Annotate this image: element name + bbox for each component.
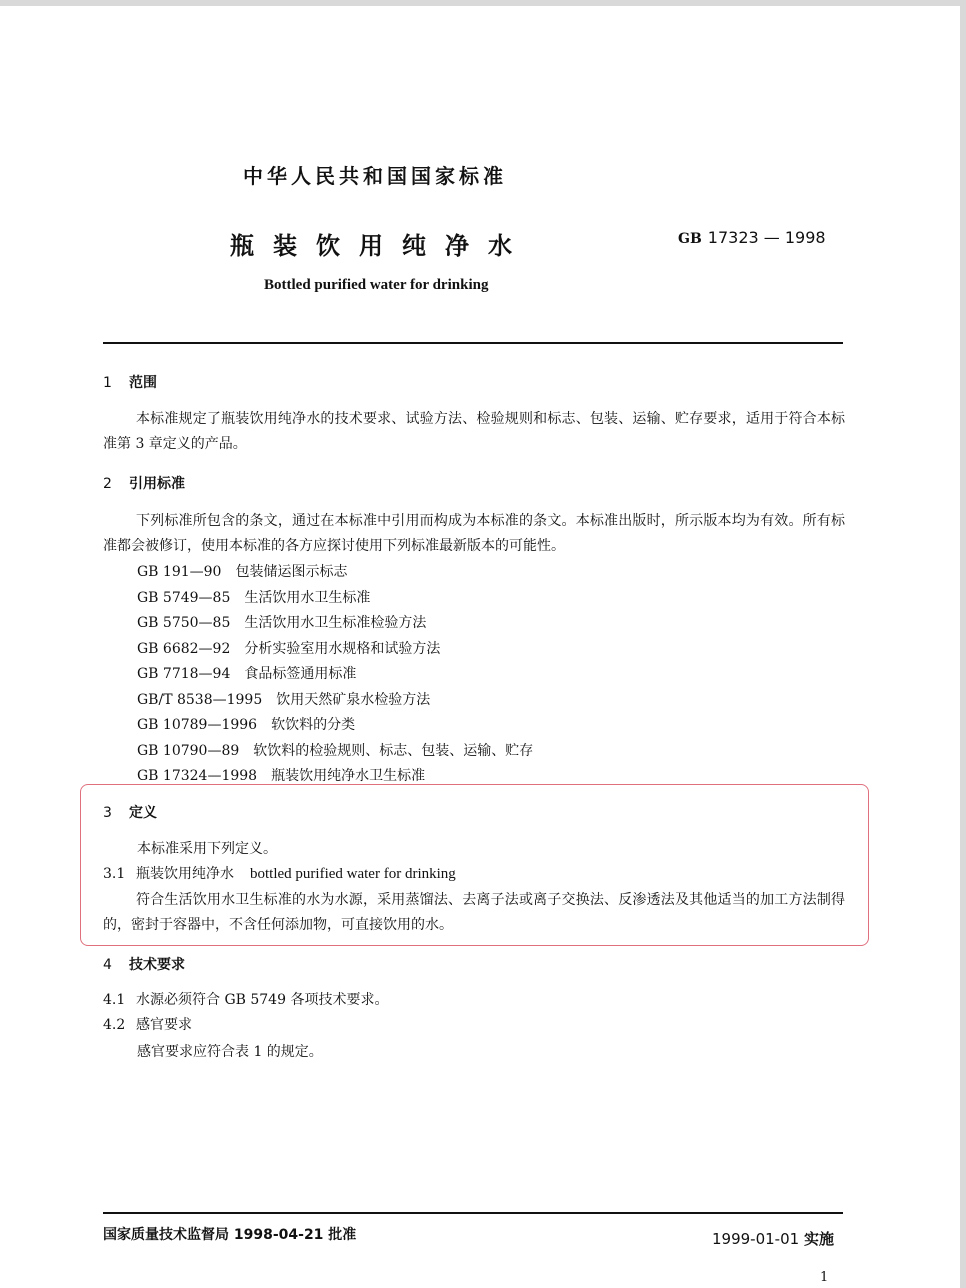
reference-code: GB 10789—1996 (137, 717, 258, 733)
reference-item (137, 611, 533, 637)
standard-prefix: GB (678, 231, 702, 247)
reference-code: GB 5749—85 (137, 589, 231, 606)
section-2-heading (103, 473, 185, 493)
section-title: 范围 (129, 375, 157, 391)
section-1-heading (103, 372, 157, 392)
reference-title: 生活饮用水卫生标准 (244, 589, 371, 606)
reference-item (137, 560, 533, 586)
reference-title: 软饮料的检验规则、标志、包装、运输、贮存 (253, 742, 534, 759)
reference-code: GB 10790—89 (137, 742, 240, 759)
reference-title: 包装储运图示标志 (235, 564, 348, 580)
section-2-body: 下列标准所包含的条文，通过在本标准中引用而构成为本标准的条文。本标准出版时，所示版本均为有效。所有标准都会被修订，使用本标准的各方应探讨使用下列标准最新版本的可能性。 (103, 513, 845, 554)
section-title: 定义 (129, 805, 157, 821)
reference-item (137, 739, 533, 765)
clause-text: 感官要求 (136, 1017, 192, 1033)
reference-item (137, 688, 533, 714)
section-3-intro: 本标准采用下列定义。 (137, 841, 277, 857)
section-4-heading (103, 954, 185, 974)
national-standard-heading: 中华人民共和国国家标准 (243, 164, 507, 188)
reference-item (137, 586, 533, 612)
section-number: 4 (103, 957, 112, 973)
definition-number: 3.1 (103, 866, 126, 882)
clause-4-2 (103, 1013, 192, 1038)
section-title: 引用标准 (129, 476, 185, 492)
reference-list (137, 560, 533, 790)
definition-term: 瓶装饮用纯净水 (136, 866, 234, 882)
standard-code: 17323 — 1998 (707, 228, 826, 247)
clause-4-2-body: 感官要求应符合表 1 的规定。 (137, 1044, 323, 1060)
section-number: 1 (103, 375, 112, 391)
reference-code: GB 6682—92 (137, 640, 231, 657)
section-3-heading (103, 802, 157, 822)
header-divider (103, 342, 843, 344)
reference-code: GB/T 8538—1995 (137, 691, 263, 708)
reference-title: 软饮料的分类 (271, 717, 356, 733)
footer-divider (103, 1212, 843, 1214)
effective-date: 1999-01-01 (712, 1230, 800, 1248)
page-edge-right (960, 0, 966, 1288)
definition-text: 符合生活饮用水卫生标准的水为水源，采用蒸馏法、去离子法或离子交换法、反渗透法及其他适当的加工方法制得的，密封于容器中，不含任何添加物，可直接饮用的水。 (103, 892, 845, 933)
clause-number: 4.1 (103, 992, 126, 1008)
document-title-cn: 瓶装饮用纯净水 (230, 232, 531, 260)
reference-title: 食品标签通用标准 (244, 666, 357, 682)
effective-label: 实施 (803, 1230, 834, 1248)
reference-code: GB 191—90 (137, 564, 222, 580)
document-title-en: Bottled purified water for drinking (264, 277, 489, 293)
reference-title: 瓶装饮用纯净水卫生标准 (271, 768, 426, 784)
reference-item (137, 637, 533, 663)
reference-code: GB 17324—1998 (137, 768, 258, 784)
section-title: 技术要求 (129, 957, 185, 973)
clause-text: 水源必须符合 GB 5749 各项技术要求。 (136, 992, 389, 1008)
definition-term-en: bottled purified water for drinking (250, 866, 456, 882)
reference-title: 生活饮用水卫生标准检验方法 (244, 615, 427, 631)
standard-number (678, 228, 826, 247)
definition-term-line (103, 862, 456, 887)
page-number: 1 (820, 1270, 829, 1285)
reference-item (137, 662, 533, 688)
reference-item (137, 713, 533, 739)
section-number: 3 (103, 805, 112, 821)
clause-number: 4.2 (103, 1017, 126, 1033)
reference-code: GB 7718—94 (137, 666, 231, 682)
effective-line (712, 1228, 834, 1249)
approval-line: 国家质量技术监督局 1998-04-21 批准 (103, 1227, 357, 1243)
reference-title: 分析实验室用水规格和试验方法 (244, 640, 441, 657)
section-number: 2 (103, 476, 112, 492)
reference-code: GB 5750—85 (137, 615, 231, 631)
clause-4-1 (103, 988, 388, 1013)
page-edge-top (0, 0, 966, 6)
reference-title: 饮用天然矿泉水检验方法 (276, 691, 431, 708)
section-1-body: 本标准规定了瓶装饮用纯净水的技术要求、试验方法、检验规则和标志、包装、运输、贮存要求，适用于符合本标准第 3 章定义的产品。 (103, 411, 845, 452)
